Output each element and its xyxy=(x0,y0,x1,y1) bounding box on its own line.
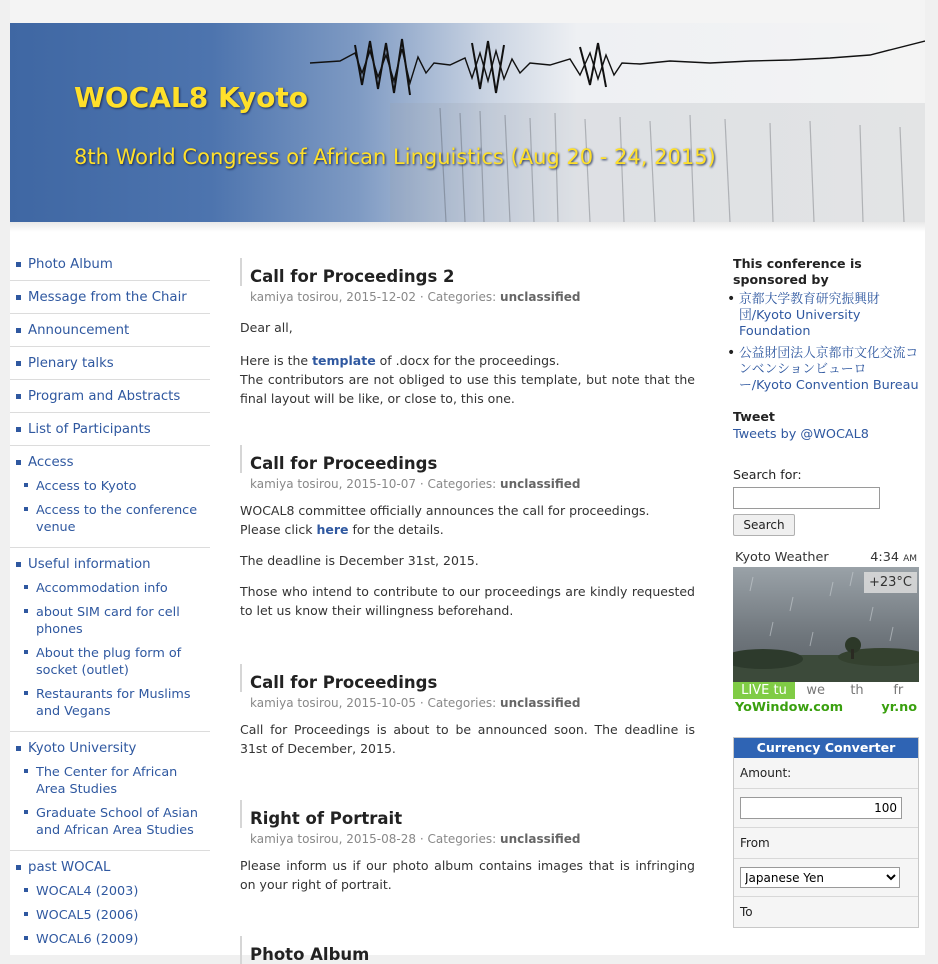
post-title xyxy=(240,800,695,828)
nav-link-program-abstracts[interactable]: Program and Abstracts xyxy=(28,389,181,404)
nav-item-plenary-talks xyxy=(10,347,210,380)
weather-scene[interactable] xyxy=(733,567,919,682)
subnav-link-caas[interactable]: The Center for African Area Studies xyxy=(36,765,178,797)
post-title-link[interactable]: Photo Album xyxy=(250,945,370,964)
post-call-for-proceedings-announce xyxy=(240,664,695,758)
sponsor-heading: This conference is sponsored by xyxy=(733,256,862,287)
waveform-graphic xyxy=(10,23,925,222)
post-category-link[interactable]: unclassified xyxy=(500,696,581,710)
subnav-link-access-venue[interactable]: Access to the conference venue xyxy=(36,503,198,535)
post-categories-label: Categories: xyxy=(427,696,497,710)
search-label: Search for: xyxy=(733,467,802,482)
post-category-link[interactable]: unclassified xyxy=(500,477,581,491)
nav-link-kyoto-university[interactable]: Kyoto University xyxy=(28,741,137,756)
nav-link-access[interactable]: Access xyxy=(28,455,74,470)
list-item xyxy=(733,346,919,394)
nav-link-announcement[interactable]: Announcement xyxy=(28,323,130,338)
post-category-link[interactable]: unclassified xyxy=(500,832,581,846)
nav-link-plenary-talks[interactable]: Plenary talks xyxy=(28,356,114,371)
submenu-past-wocal xyxy=(28,879,210,951)
currency-amount-input[interactable] xyxy=(740,797,902,819)
yrno-link[interactable]: yr.no xyxy=(881,700,917,715)
weather-city: Kyoto Weather xyxy=(735,550,829,565)
post-title xyxy=(240,445,695,473)
weather-day[interactable]: th xyxy=(850,683,864,698)
list-item xyxy=(28,474,210,498)
submenu-access xyxy=(28,474,210,539)
text-fragment: Please click xyxy=(240,522,317,537)
nav-link-participants[interactable]: List of Participants xyxy=(28,422,151,437)
post-paragraph: Dear all, xyxy=(240,320,293,335)
post-call-for-proceedings xyxy=(240,445,695,620)
post-meta: kamiya tosirou, 2015-10-07 · Categories: unclassified xyxy=(250,477,581,491)
currency-amount-row xyxy=(734,788,918,827)
nav-link-message-from-chair[interactable]: Message from the Chair xyxy=(28,290,187,305)
weather-temperature: +23°C xyxy=(864,572,917,593)
nav-item-past-wocal xyxy=(10,851,210,959)
nav-item-participants xyxy=(10,413,210,446)
post-paragraph: Call for Proceedings is about to be announced soon. The deadline is 31st of December, 2015. xyxy=(240,722,695,756)
post-paragraph: The deadline is December 31st, 2015. xyxy=(240,553,479,568)
nav-link-photo-album[interactable]: Photo Album xyxy=(28,257,113,272)
post-title xyxy=(240,664,695,692)
currency-title: Currency Converter xyxy=(734,738,918,758)
weather-time xyxy=(870,550,917,565)
nav-item-message-from-chair xyxy=(10,281,210,314)
list-item xyxy=(28,879,210,903)
weather-brands xyxy=(733,699,919,717)
list-item xyxy=(28,682,210,723)
weather-header xyxy=(733,549,919,567)
post-title xyxy=(240,258,695,286)
nav-item-useful-info xyxy=(10,548,210,732)
post-categories-label: Categories: xyxy=(427,477,497,491)
post-photo-album xyxy=(240,936,695,964)
post-paragraph xyxy=(240,351,695,408)
post-category-link[interactable]: unclassified xyxy=(500,290,581,304)
header-banner xyxy=(10,23,925,222)
text-fragment: The contributors are not obliged to use this template, but note that the final layout will be like, or close to, this one. xyxy=(240,372,695,406)
text-fragment: of .docx for the proceedings. xyxy=(375,353,560,368)
list-item xyxy=(28,641,210,682)
post-title-link[interactable]: Call for Proceedings xyxy=(250,673,438,692)
post-call-for-proceedings-2 xyxy=(240,258,695,408)
subnav-link-wocal4[interactable]: WOCAL4 (2003) xyxy=(36,884,139,899)
nav-link-useful-info[interactable]: Useful information xyxy=(28,557,151,572)
currency-from-label: From xyxy=(740,836,770,850)
post-meta: kamiya tosirou, 2015-12-02 · Categories: unclassified xyxy=(250,290,581,304)
subnav-link-asafas[interactable]: Graduate School of Asian and African Area Studies xyxy=(36,806,198,838)
subnav-link-accommodation[interactable]: Accommodation info xyxy=(36,581,168,596)
list-item xyxy=(733,292,919,340)
page xyxy=(10,0,925,964)
currency-from-row xyxy=(734,858,918,896)
here-link[interactable]: here xyxy=(316,522,349,537)
list-item xyxy=(28,927,210,951)
post-author-date: kamiya tosirou, 2015-10-07 xyxy=(250,477,417,491)
subnav-link-access-kyoto[interactable]: Access to Kyoto xyxy=(36,479,137,494)
tweets-link[interactable]: Tweets by @WOCAL8 xyxy=(733,427,869,442)
subnav-link-restaurants[interactable]: Restaurants for Muslims and Vegans xyxy=(36,687,191,719)
currency-amount-label: Amount: xyxy=(740,766,792,780)
weather-ampm: AM xyxy=(903,554,917,564)
subnav-link-wocal6[interactable]: WOCAL6 (2009) xyxy=(36,932,139,947)
currency-to-label: To xyxy=(740,905,753,919)
subnav-link-wocal5[interactable]: WOCAL5 (2006) xyxy=(36,908,139,923)
weather-day[interactable]: fr xyxy=(893,683,904,698)
post-paragraph: Those who intend to contribute to our proceedings are kindly requested to let us know their willingness beforehand. xyxy=(240,584,695,618)
right-sidebar xyxy=(733,256,919,928)
search-button[interactable]: Search xyxy=(733,514,795,536)
nav-item-photo-album xyxy=(10,248,210,281)
site-title[interactable]: WOCAL8 Kyoto xyxy=(74,81,308,114)
weather-day[interactable]: we xyxy=(806,683,825,698)
yowindow-link[interactable]: YoWindow.com xyxy=(735,700,844,715)
weather-time-value: 4:34 xyxy=(870,550,899,565)
post-author-date: kamiya tosirou, 2015-12-02 xyxy=(250,290,417,304)
nav-item-program-abstracts xyxy=(10,380,210,413)
top-strip xyxy=(10,0,925,24)
nav-item-announcement xyxy=(10,314,210,347)
weather-day-live[interactable]: LIVE tu xyxy=(733,682,795,699)
template-link[interactable]: template xyxy=(312,353,376,368)
search-input[interactable] xyxy=(733,487,880,509)
post-right-of-portrait xyxy=(240,800,695,894)
list-item xyxy=(28,903,210,927)
subnav-link-plug-socket[interactable]: About the plug form of socket (outlet) xyxy=(36,646,182,678)
nav-item-access xyxy=(10,446,210,548)
list-item xyxy=(28,498,210,539)
currency-to-label-row xyxy=(734,896,918,927)
subnav-link-sim-card[interactable]: about SIM card for cell phones xyxy=(36,605,180,637)
currency-from-label-row xyxy=(734,827,918,858)
submenu-kyoto-university xyxy=(28,760,210,842)
list-item xyxy=(28,600,210,641)
list-item xyxy=(28,760,210,801)
weather-days xyxy=(733,682,919,699)
currency-converter xyxy=(733,737,919,928)
post-title-link[interactable]: Call for Proceedings xyxy=(250,454,438,473)
text-fragment: for the details. xyxy=(348,522,444,537)
list-item xyxy=(28,801,210,842)
text-fragment: WOCAL8 committee officially announces the call for proceedings. xyxy=(240,503,650,518)
post-categories-label: Categories: xyxy=(427,832,497,846)
nav-item-kyoto-university xyxy=(10,732,210,851)
post-title-link[interactable]: Call for Proceedings 2 xyxy=(250,267,455,286)
weather-widget[interactable] xyxy=(733,549,919,717)
post-paragraph xyxy=(240,501,695,539)
post-author-date: kamiya tosirou, 2015-10-05 xyxy=(250,696,417,710)
sponsor-link-kyoto-university-foundation[interactable]: 京都大学教育研究振興財団/Kyoto University Foundation xyxy=(739,292,880,339)
sponsor-list xyxy=(733,292,919,394)
banner-shadow xyxy=(10,222,925,232)
left-navigation xyxy=(10,248,210,959)
list-item xyxy=(28,576,210,600)
post-paragraph: Please inform us if our photo album contains images that is infringing on your right of portrait. xyxy=(240,858,695,892)
post-title-link[interactable]: Right of Portrait xyxy=(250,809,403,828)
post-author-date: kamiya tosirou, 2015-08-28 xyxy=(250,832,417,846)
submenu-useful-info xyxy=(28,576,210,723)
text-fragment: Here is the xyxy=(240,353,313,368)
post-categories-label: Categories: xyxy=(427,290,497,304)
sponsor-link-kyoto-convention-bureau[interactable]: 公益財団法人京都市文化交流コンベンションビューロー/Kyoto Convention Bureau xyxy=(739,346,919,393)
nav-link-past-wocal[interactable]: past WOCAL xyxy=(28,860,111,875)
currency-amount-label-row xyxy=(734,758,918,788)
tweet-heading: Tweet xyxy=(733,409,775,424)
site-subtitle: 8th World Congress of African Linguistics (Aug 20 - 24, 2015) xyxy=(74,145,716,169)
post-meta: kamiya tosirou, 2015-08-28 · Categories: unclassified xyxy=(250,832,581,846)
post-meta: kamiya tosirou, 2015-10-05 · Categories: unclassified xyxy=(250,696,581,710)
currency-from-select[interactable] xyxy=(740,867,900,888)
post-title xyxy=(240,936,695,964)
